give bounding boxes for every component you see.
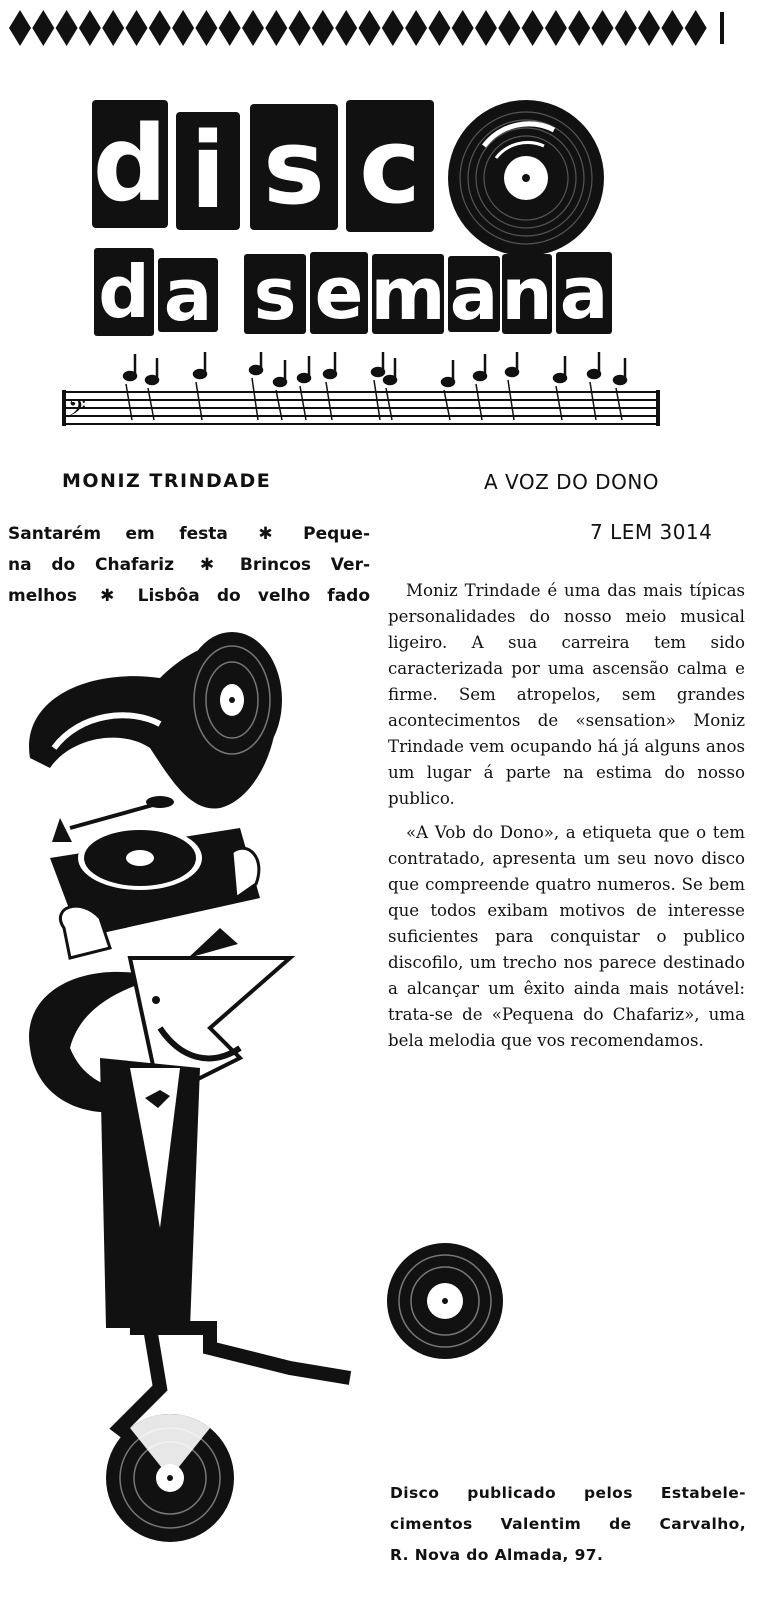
note-tail bbox=[476, 384, 482, 420]
diamond-ornament bbox=[9, 10, 31, 46]
track-line bbox=[8, 550, 370, 581]
diamond-ornament bbox=[312, 10, 334, 46]
diamond-ornament bbox=[102, 10, 124, 46]
diamond-ornament bbox=[335, 10, 357, 46]
diamond-ornament bbox=[405, 10, 427, 46]
diamond-ornament bbox=[475, 10, 497, 46]
separator-star-icon: ✱ bbox=[100, 586, 115, 606]
publisher-line: Disco publicado pelos Estabele- bbox=[390, 1484, 746, 1502]
diamond-ornament bbox=[498, 10, 520, 46]
diamond-ornament bbox=[149, 10, 171, 46]
diamond-ornament bbox=[56, 10, 78, 46]
masthead-letter-a2: a bbox=[449, 252, 499, 336]
publisher-line: R. Nova do Almada, 97. bbox=[390, 1546, 604, 1564]
separator-star-icon: ✱ bbox=[199, 555, 215, 575]
diamond-ornament bbox=[661, 10, 683, 46]
masthead-letter-e: e bbox=[310, 252, 368, 334]
diamond-ornament bbox=[219, 10, 241, 46]
masthead-letter-s: s bbox=[250, 104, 338, 230]
diamond-ornament bbox=[242, 10, 264, 46]
masthead-letter-d2: d bbox=[94, 248, 154, 336]
diamond-ornament bbox=[79, 10, 101, 46]
publisher-line: cimentos Valentim de Carvalho, bbox=[390, 1515, 746, 1533]
diamond-ornament bbox=[195, 10, 217, 46]
track-text: melhos bbox=[8, 586, 77, 606]
masthead-letter-n: n bbox=[501, 252, 553, 336]
track-text: Peque- bbox=[303, 524, 371, 544]
diamond-ornament bbox=[428, 10, 450, 46]
diamond-ornament bbox=[359, 10, 381, 46]
diamond-ornament bbox=[545, 10, 567, 46]
masthead-letter-a: a bbox=[158, 258, 218, 332]
masthead-letter-s2: s bbox=[244, 254, 306, 334]
artist-name: MONIZ TRINDADE bbox=[62, 470, 272, 492]
article-paragraph: «A Vob do Dono», a etiqueta que o tem contratado, apresenta um seu novo disco que compreende quatro numeros. Se bem que todos exibam motivos de interesse suficientes para conquistar o publico discofilo, um trecho nos parece destinado a alcançar um êxito ainda mais notável: trata-se de «Pequena do Chafariz», uma bela melodia que vos recomendamos. bbox=[388, 823, 745, 1050]
diamond-border bbox=[8, 8, 730, 48]
separator-star-icon: ✱ bbox=[258, 524, 273, 544]
track-line bbox=[8, 519, 370, 550]
publisher-note bbox=[390, 1478, 746, 1571]
article-paragraph: Moniz Trindade é uma das mais típicas personalidades do nosso meio musical ligeiro. A sua carreira tem sido caracterizada por uma ascensão calma e firme. Sem atropelos, sem grandes acontecimentos de «sensation» Moniz Trindade vem ocupando há já alguns anos um lugar á parte na estima do nosso publico. bbox=[388, 581, 745, 808]
masthead-letter-i: i bbox=[176, 112, 240, 230]
masthead-letter-d: d bbox=[92, 100, 168, 228]
track-text: na do Chafariz bbox=[8, 555, 175, 575]
masthead-letter-m: m bbox=[370, 252, 446, 336]
diamond-ornament bbox=[382, 10, 404, 46]
diamond-ornament bbox=[452, 10, 474, 46]
diamond-ornament bbox=[615, 10, 637, 46]
vinyl-record-icon bbox=[444, 96, 608, 260]
diamond-ornament bbox=[265, 10, 287, 46]
diamond-ornament bbox=[685, 10, 707, 46]
diamond-ornament bbox=[32, 10, 54, 46]
small-record-icon bbox=[382, 1238, 508, 1364]
gramophone-man-illustration bbox=[10, 628, 390, 1548]
svg-text:𝄢: 𝄢 bbox=[68, 394, 87, 427]
track-text: Lisbôa do velho fado bbox=[137, 586, 371, 606]
article-body bbox=[388, 578, 745, 1062]
diamond-ornament bbox=[126, 10, 148, 46]
track-list bbox=[8, 519, 370, 612]
note-tail bbox=[126, 384, 132, 420]
track-text: Santarém em festa bbox=[8, 524, 228, 544]
masthead-letter-a3: a bbox=[556, 252, 612, 334]
diamond-ornament bbox=[638, 10, 660, 46]
catalog-number: 7 LEM 3014 bbox=[590, 520, 713, 544]
diamond-ornament bbox=[289, 10, 311, 46]
track-text: Brincos Ver- bbox=[239, 555, 371, 575]
track-line bbox=[8, 581, 370, 612]
diamond-ornament bbox=[592, 10, 614, 46]
record-label: A VOZ DO DONO bbox=[484, 470, 660, 494]
masthead-letter-c: c bbox=[346, 100, 434, 232]
diamond-ornament bbox=[568, 10, 590, 46]
diamond-ornament bbox=[522, 10, 544, 46]
diamond-ornament bbox=[172, 10, 194, 46]
music-staff-icon bbox=[60, 352, 670, 434]
